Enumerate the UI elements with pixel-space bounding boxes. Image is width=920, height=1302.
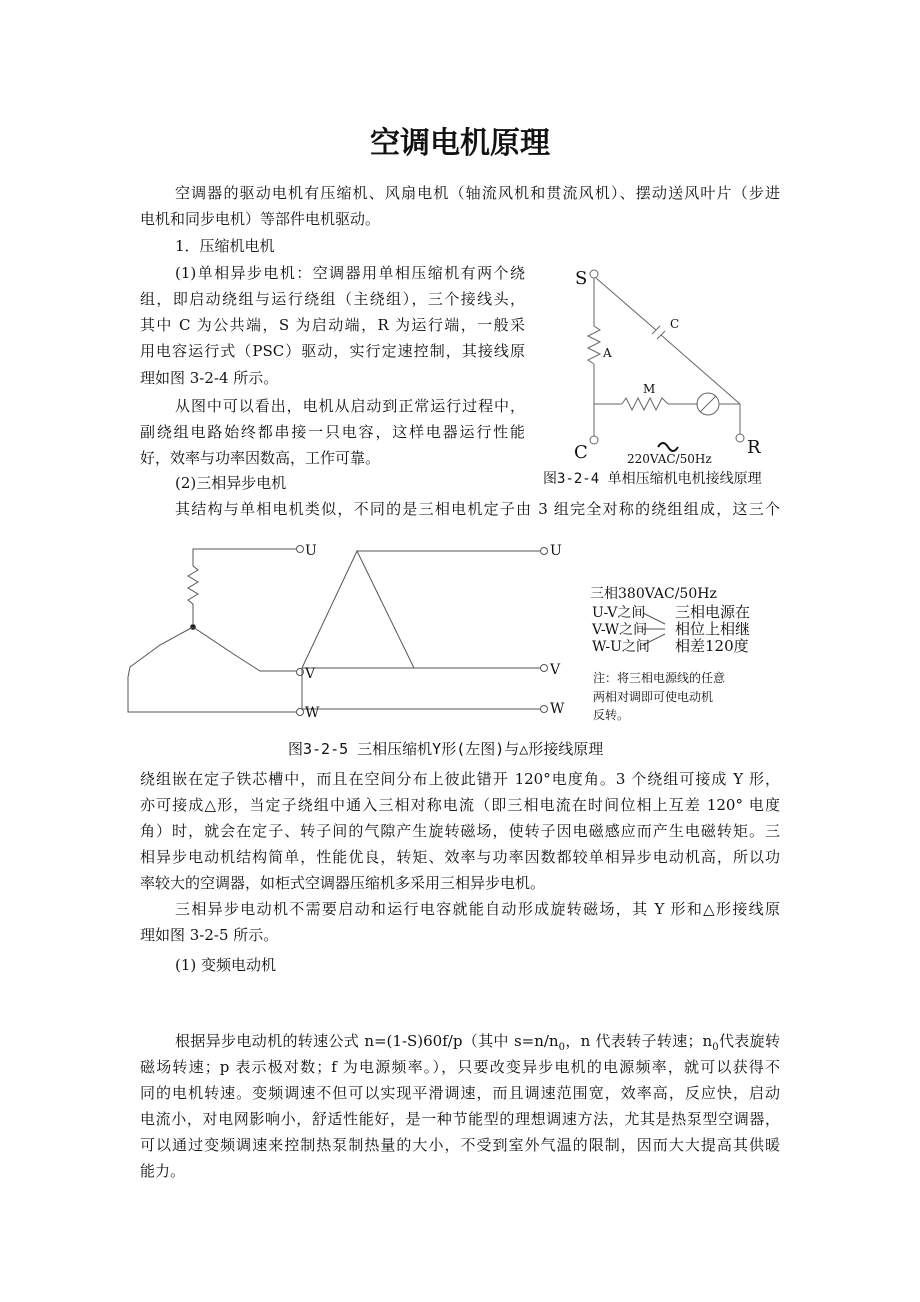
figure-caption: 图3-2-5 三相压缩机Y形(左图)与△形接线原理	[288, 740, 604, 758]
paragraph-line: 理如图 3-2-4 所示。	[140, 369, 279, 387]
winding-a-label: A	[603, 346, 612, 360]
paragraph-line: 其结构与单相电机类似，不同的是三相电机定子由 3 组完全对称的绕组组成，这三个	[175, 500, 780, 518]
text-segment: 根据异步电动机的转速公式 n=(1-S)60f/p（其中 s=n/n	[175, 1032, 559, 1050]
paragraph-line: 副绕组电路始终都串接一只电容，这样电器运行性能	[140, 423, 525, 441]
paragraph-line: 从图中可以看出，电机从启动到正常运行过程中，	[175, 397, 525, 415]
paragraph-line: 电机和同步电机）等部件电机驱动。	[140, 210, 381, 228]
paragraph-line: 磁场转速；p 表示极对数；f 为电源频率。），只要改变异步电机的电源频率，就可以获得不	[140, 1058, 780, 1076]
desc-label: 三相电源在	[675, 603, 751, 621]
paragraph-line: 好，效率与功率因数高，工作可靠。	[140, 449, 381, 467]
pair-label: W-U之间	[592, 639, 650, 655]
paragraph-line: 电流小，对电网影响小，舒适性能好，是一种节能型的理想调速方法，尤其是热泵型空调器，	[140, 1110, 780, 1128]
paragraph-line: 可以通过变频调速来控制热泵制热量的大小，不受到室外气温的限制，因而大大提高其供暖	[140, 1136, 780, 1154]
text-segment: 代表旋转	[718, 1032, 780, 1050]
paragraph-line: 理如图 3-2-5 所示。	[140, 926, 279, 944]
paragraph-line: 组，即启动绕组与运行绕组（主绕组），三个接线头，	[140, 290, 525, 308]
paragraph-line: 相异步电动机结构简单，性能优良，转矩、效率与功率因数都较单相异步电动机高，所以功	[140, 848, 780, 866]
figure-caption: 图3-2-4 单相压缩机电机接线原理	[543, 471, 762, 487]
section-heading: (1) 变频电动机	[175, 956, 277, 974]
single-phase-wiring-diagram	[530, 260, 800, 465]
paragraph-line: 角）时，就会在定子、转子间的气隙产生旋转磁场，使转子因电磁感应而产生电磁转矩。三	[140, 822, 780, 840]
desc-label: 相位上相继	[675, 620, 751, 638]
subscript: 0	[558, 1042, 565, 1051]
delta-terminal-w: W	[550, 701, 565, 717]
page-title: 空调电机原理	[370, 126, 550, 161]
terminal-r-label: R	[747, 437, 761, 458]
section-heading: (2)三相异步电机	[175, 474, 287, 492]
terminal-c-label: C	[574, 442, 588, 463]
note-line: 反转。	[593, 708, 630, 722]
paragraph-line: 三相异步电动机不需要启动和运行电容就能自动形成旋转磁场，其 Y 形和△形接线原	[175, 900, 780, 918]
paragraph-line: (1)单相异步电机：空调器用单相压缩机有两个绕	[175, 264, 525, 282]
pair-label: V-W之间	[592, 622, 648, 638]
note-line: 两相对调即可使电动机	[593, 690, 714, 704]
paragraph-line: 亦可接成△形，当定子绕组中通入三相对称电流（即三相电流在时间位相上互差 120° 电度	[140, 796, 780, 814]
delta-terminal-u: U	[550, 543, 562, 559]
paragraph-line: 能力。	[140, 1162, 186, 1180]
winding-m-label: M	[643, 382, 656, 396]
capacitor-c-label: C	[670, 317, 680, 331]
voltage-label: 220VAC/50Hz	[627, 452, 712, 465]
pair-label: U-V之间	[592, 605, 646, 621]
three-phase-wiring-diagram	[120, 530, 800, 730]
paragraph-line: 率较大的空调器，如柜式空调器压缩机多采用三相异步电机。	[140, 874, 546, 892]
note-line: 注：将三相电源线的任意	[593, 671, 726, 685]
supply-label: 三相380VAC/50Hz	[590, 586, 717, 602]
section-heading: 1．压缩机电机	[175, 237, 275, 255]
y-terminal-w: W	[305, 705, 320, 721]
subscript: 0	[712, 1042, 719, 1051]
paragraph-line: 空调器的驱动电机有压缩机、风扇电机（轴流风机和贯流风机）、摆动送风叶片（步进	[175, 184, 780, 202]
paragraph-line: 绕组嵌在定子铁芯槽中，而且在空间分布上彼此错开 120°电度角。3 个绕组可接成 Y 形，	[140, 770, 780, 788]
y-terminal-v: V	[305, 666, 316, 682]
y-terminal-u: U	[305, 543, 317, 559]
paragraph-line: 同的电机转速。变频调速不但可以实现平滑调速，而且调速范围宽，效率高，反应快，启动	[140, 1084, 780, 1102]
delta-terminal-v: V	[550, 662, 561, 678]
paragraph-line: 其中 C 为公共端，S 为启动端，R 为运行端，一般采	[140, 316, 525, 334]
paragraph-line	[175, 1031, 780, 1051]
paragraph-line: 用电容运行式（PSC）驱动，实行定速控制，其接线原	[140, 342, 525, 360]
desc-label: 相差120度	[675, 637, 749, 655]
text-segment: ，n 代表转子转速；n	[564, 1032, 713, 1050]
terminal-s-label: S	[575, 268, 588, 289]
